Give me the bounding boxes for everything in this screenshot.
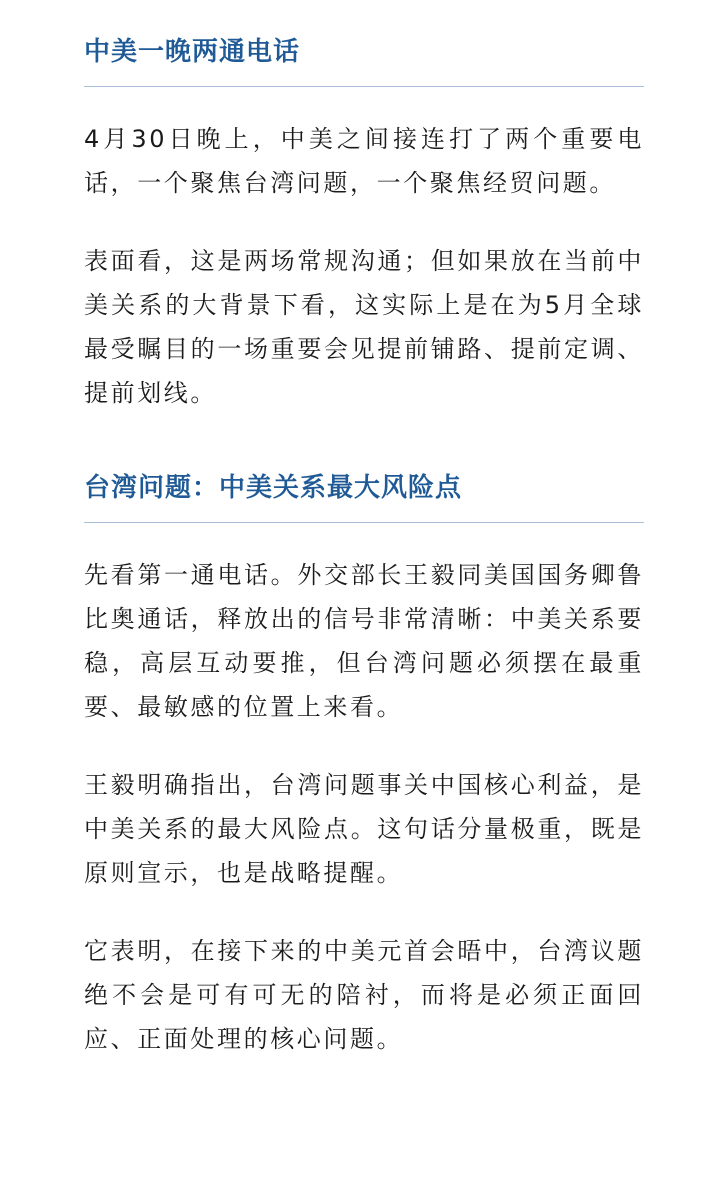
article-body	[84, 0, 644, 1061]
paragraph: 表面看，这是两场常规沟通；但如果放在当前中美关系的大背景下看，这实际上是在为5月全球最受瞩目的一场重要会见提前铺路、提前定调、提前划线。	[84, 247, 644, 407]
paragraph: 王毅明确指出，台湾问题事关中国核心利益，是中美关系的最大风险点。这句话分量极重，既是原则宣示，也是战略提醒。	[84, 771, 644, 887]
paragraph: 先看第一通电话。外交部长王毅同美国国务卿鲁比奥通话，释放出的信号非常清晰：中美关系要稳，高层互动要推，但台湾问题必须摆在最重要、最敏感的位置上来看。	[84, 561, 644, 721]
section-heading: 台湾问题：中美关系最大风险点	[84, 470, 644, 523]
paragraph: 4月30日晚上，中美之间接连打了两个重要电话，一个聚焦台湾问题，一个聚焦经贸问题。	[84, 125, 644, 197]
section-heading: 中美一晚两通电话	[84, 34, 644, 87]
paragraph: 它表明，在接下来的中美元首会晤中，台湾议题绝不会是可有可无的陪衬，而将是必须正面回应、正面处理的核心问题。	[84, 937, 644, 1053]
